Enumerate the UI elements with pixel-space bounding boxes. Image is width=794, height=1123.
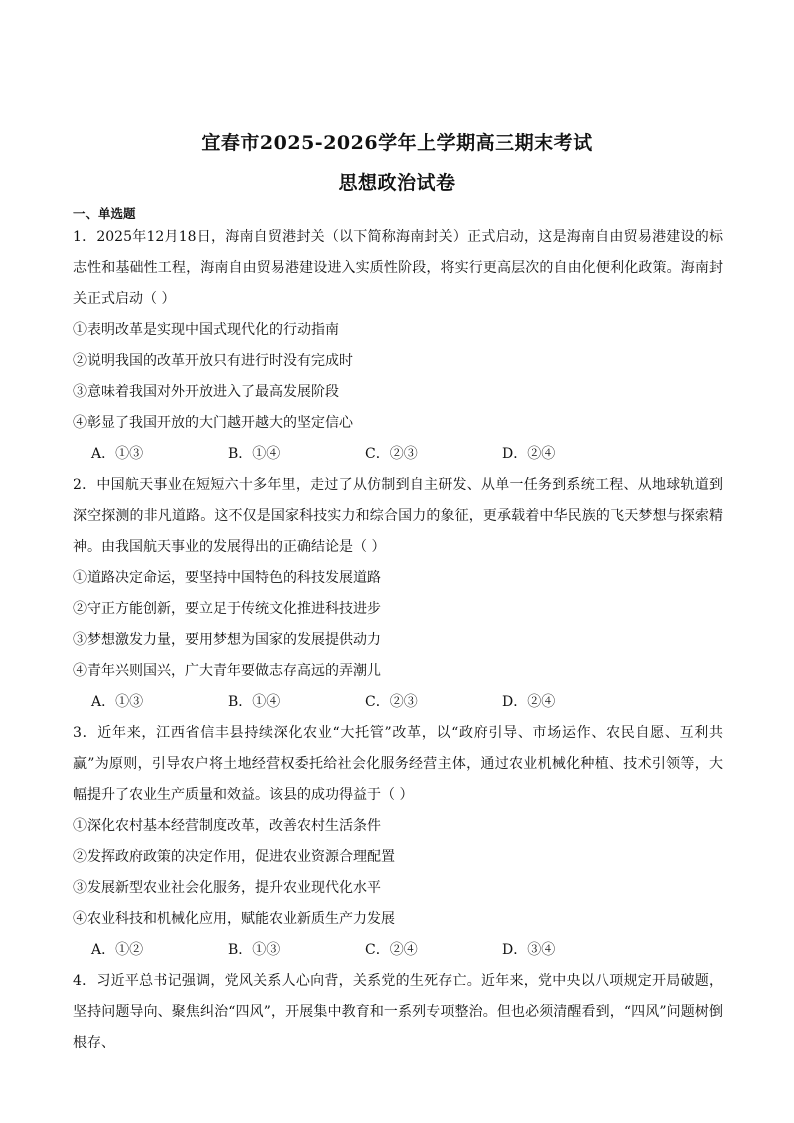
option-d: D．③④ [502,942,556,958]
statement-item: ④彰显了我国开放的大门越开越大的坚定信心 [73,415,353,431]
question-3 [73,718,723,966]
questions-list [73,222,723,1059]
answer-options [73,439,723,470]
question-2 [73,470,723,718]
statement-item: ①道路决定命运，要坚持中国特色的科技发展道路 [73,570,381,586]
statement-item: ①深化农村基本经营制度改革，改善农村生活条件 [73,818,381,834]
exam-subtitle: 思想政治试卷 [338,172,456,194]
statement-item: ③发展新型农业社会化服务，提升农业现代化水平 [73,880,381,896]
answer-options [73,935,723,966]
option-a: A．①③ [91,694,144,710]
option-c: C．②③ [365,694,418,710]
section-heading: 一、单选题 [73,206,136,221]
statement-item: ④青年兴则国兴，广大青年要做志存高远的弄潮儿 [73,663,381,679]
question-stem: 4．习近平总书记强调，党风关系人心向背，关系党的生死存亡。近年来，党中央以八项规定开局破题，坚持问题导向、聚焦纠治“四风”，开展集中教育和一系列专项整治。但也必须清醒看到，“四风”问题树倒根存、 [73,973,723,1051]
option-c: C．②④ [365,942,418,958]
option-b: B．①③ [228,942,281,958]
option-b: B．①④ [228,446,281,462]
answer-options [73,687,723,718]
statement-item: ③意味着我国对外开放进入了最高发展阶段 [73,384,339,400]
option-d: D．②④ [502,446,556,462]
question-stem: 3．近年来，江西省信丰县持续深化农业“大托管”改革，以“政府引导、市场运作、农民自愿、互利共赢”为原则，引导农户将土地经营权委托给社会化服务经营主体，通过农业机械化种植、技术引领等，大幅提升了农业生产质量和效益。该县的成功得益于（ ） [73,725,723,803]
option-c: C．②③ [365,446,418,462]
statement-item: ②说明我国的改革开放只有进行时没有完成时 [73,353,353,369]
question-1 [73,222,723,470]
exam-title: 宜春市2025-2026学年上学期高三期末考试 [201,132,593,154]
option-b: B．①④ [228,694,281,710]
statement-item: ②守正方能创新，要立足于传统文化推进科技进步 [73,601,381,617]
statement-item: ②发挥政府政策的决定作用，促进农业资源合理配置 [73,849,395,865]
statement-item: ①表明改革是实现中国式现代化的行动指南 [73,322,339,338]
option-d: D．②④ [502,694,556,710]
statement-item: ③梦想激发力量，要用梦想为国家的发展提供动力 [73,632,381,648]
statement-item: ④农业科技和机械化应用，赋能农业新质生产力发展 [73,911,395,927]
question-stem: 1．2025年12月18日，海南自贸港封关（以下简称海南封关）正式启动，这是海南自由贸易港建设的标志性和基础性工程，海南自由贸易港建设进入实质性阶段，将实行更高层次的自由化便利化政策。海南封关正式启动（ ） [73,229,723,307]
question-4 [73,966,723,1059]
option-a: A．①③ [91,446,144,462]
question-stem: 2．中国航天事业在短短六十多年里，走过了从仿制到自主研发、从单一任务到系统工程、从地球轨道到深空探测的非凡道路。这不仅是国家科技实力和综合国力的象征，更承载着中华民族的飞天梦想与探索精神。由我国航天事业的发展得出的正确结论是（ ） [73,477,723,555]
option-a: A．①② [91,942,144,958]
